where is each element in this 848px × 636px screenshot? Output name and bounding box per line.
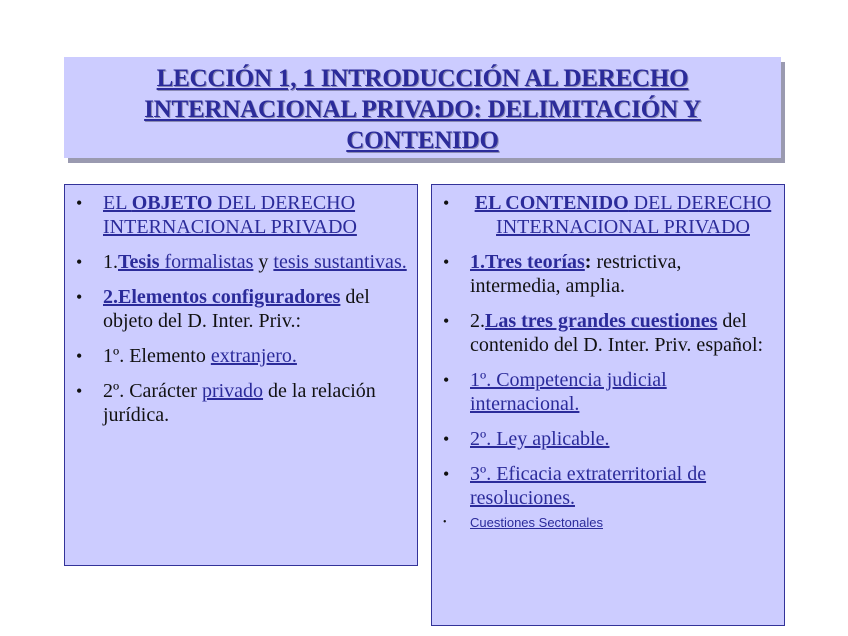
privado-link[interactable]: privado <box>201 380 264 402</box>
bullet-icon: • <box>76 287 83 307</box>
item-text: del contenido del D. Inter. Priv. español: <box>470 310 764 356</box>
content-panel <box>431 184 785 626</box>
bullet-icon: • <box>443 311 450 331</box>
lesson-title <box>64 57 781 156</box>
list-item <box>73 250 409 274</box>
list-item <box>440 427 776 451</box>
bullet-icon: • <box>443 464 450 484</box>
title-line-1: LECCIÓN 1, 1 INTRODUCCIÓN AL DERECHO <box>156 65 689 92</box>
object-heading-prefix: EL <box>103 192 132 214</box>
bullet-icon: • <box>443 370 450 390</box>
item-text: del objeto del D. Inter. Priv.: <box>103 286 370 332</box>
item-text: restrictiva, intermedia, amplia. <box>470 251 682 297</box>
extranjero-link[interactable]: extranjero. <box>210 345 297 367</box>
bullet-icon: • <box>443 517 447 528</box>
formalistas-link[interactable]: formalistas <box>159 251 254 273</box>
object-list <box>65 185 417 427</box>
list-item <box>73 285 409 333</box>
item-text: 1º. Elemento <box>103 345 211 367</box>
cuestiones-sectonales-link[interactable]: Cuestiones Sectonales <box>470 515 603 530</box>
bullet-icon: • <box>76 381 83 401</box>
content-list <box>432 185 784 531</box>
title-line-3: CONTENIDO <box>346 127 499 154</box>
eficacia-link[interactable]: 3º. Eficacia extraterritorial de resoluciones. <box>470 463 707 509</box>
list-item <box>440 191 776 239</box>
tres-teorias-link[interactable]: 1.Tres teorías <box>470 251 585 273</box>
bullet-icon: • <box>443 429 450 449</box>
content-heading <box>470 191 776 239</box>
content-heading-suffix: DEL DERECHO INTERNACIONAL PRIVADO <box>496 192 772 238</box>
bullet-icon: • <box>76 193 83 213</box>
title-line-2: INTERNACIONAL PRIVADO: DELIMITACIÓN Y <box>144 96 701 123</box>
competencia-judicial-link[interactable]: 1º. Competencia judicial internacional. <box>470 369 667 415</box>
contenido-heading-link[interactable]: EL CONTENIDO <box>474 192 629 214</box>
list-item <box>440 515 776 531</box>
tesis-sustantivas-link[interactable]: tesis sustantivas. <box>273 251 407 273</box>
colon-text: : <box>584 251 592 273</box>
item-number: 2. <box>470 310 485 332</box>
item-number: 1. <box>103 251 118 273</box>
object-heading-suffix: DEL DERECHO INTERNACIONAL PRIVADO <box>103 192 357 238</box>
list-item <box>440 368 776 416</box>
tres-cuestiones-link[interactable]: Las tres grandes cuestiones <box>485 310 718 332</box>
ley-aplicable-link[interactable]: 2º. Ley aplicable. <box>470 428 610 450</box>
list-item <box>73 191 409 239</box>
object-panel <box>64 184 418 566</box>
conjunction-text: y <box>253 251 274 273</box>
list-item <box>73 344 409 368</box>
item-text: 2º. Carácter <box>103 380 202 402</box>
elementos-configuradores-link[interactable]: 2.Elementos configuradores <box>103 286 341 308</box>
object-heading-link[interactable]: OBJETO <box>131 192 213 214</box>
bullet-icon: • <box>443 193 450 213</box>
item-text-suffix: de la relación jurídica. <box>103 380 376 426</box>
bullet-icon: • <box>76 346 83 366</box>
lesson-title-box <box>64 57 781 158</box>
list-item <box>440 309 776 357</box>
list-item <box>440 462 776 510</box>
list-item <box>73 379 409 427</box>
bullet-icon: • <box>76 252 83 272</box>
tesis-link[interactable]: Tesis <box>118 251 160 273</box>
list-item <box>440 250 776 298</box>
bullet-icon: • <box>443 252 450 272</box>
